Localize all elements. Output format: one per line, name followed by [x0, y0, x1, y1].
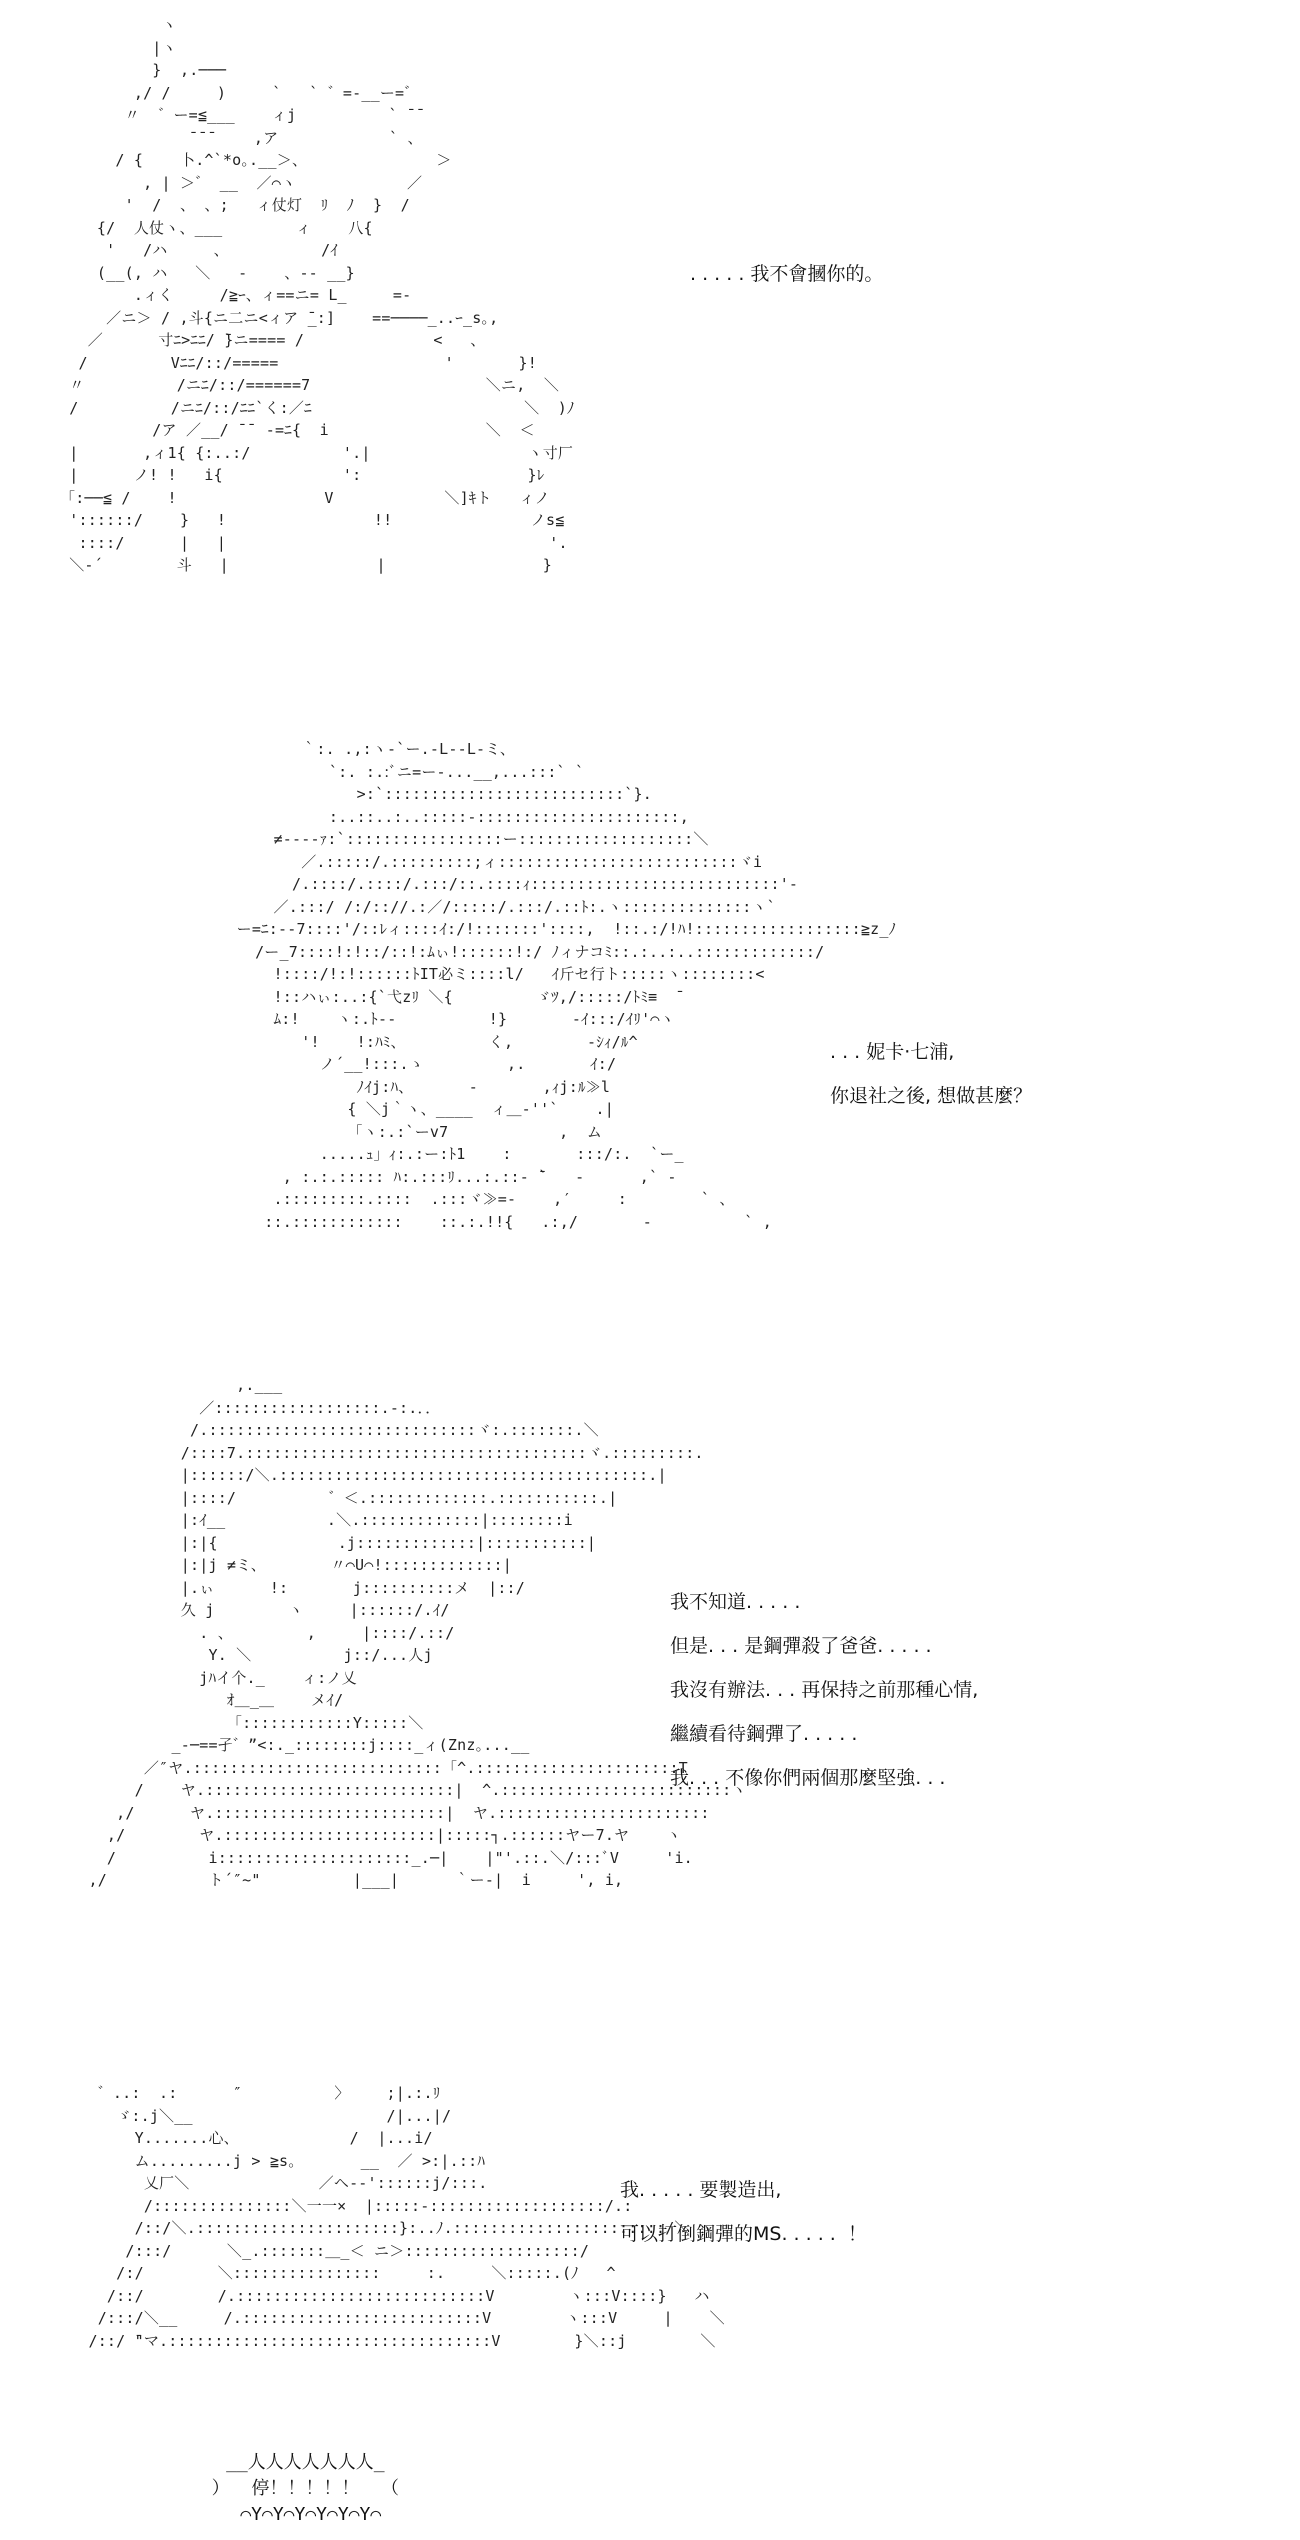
dialogue-line: . . . . . 我不會摑你的。	[690, 263, 884, 285]
dialogue-3	[670, 1580, 978, 1800]
ascii-art-girl-sad: ,.___ ／::::::::::::::::::.‐:.．． /.:::::::::::::::::::::::::::::ヾ:.:::::::.＼ /::::7.:::::::::::::::::::::::::::::::::::::ヾ.:::::::::. |::::::/＼.::::::::::::::::::::::::::::::::::::::::.| |::::/ ゛＜.:::::::::::::.:::::::::::.| |:ｲ__ .＼.:::::::::::::|::::::::i |:|{ .j:::::::::::::|:::::::::::| |:|j ≠ミ、 〃⌒U⌒!:::::::::::::| |.ぃ !: j::::::::::メ |::/ 久 j ヽ |::::::/.ｲ/ . 、 , |::::/.::/ Y. ＼ j::/...人j jﾊイ个._ ィ:ノ乂 ｵ＿_＿ メｲ/ 「::::::::::::Y:::::＼ _-─==孑゛”<:._::::::::j::::_ィ(Znz｡...__ ／″ヤ.:::::::::::::::::::::::::::「^.::::::::::::::::::::::T / ヤ.:::::::::::::::::::::::::::| ^.:::::::::::::::::::::::::ヽ ,/ ヤ.:::::::::::::::::::::::::| ヤ.::::::::::::::::::::::: ,/ ヤ.:::::::::::::::::::::::|:::::┐.::::::ヤー7.ヤ ヽ / i:::::::::::::::::::::_.─| |"'.::.＼/:::ﾞV 'i. ,/ ト´″~" |___| ｀ー‐| i ', i,	[88, 1376, 747, 1889]
panel-1	[0, 0, 1300, 720]
dialogue-line: 你退社之後, 想做甚麼？	[830, 1085, 1033, 1107]
ascii-art-girl-determined: ゛..: .: ″ 〉 ;|.:.ﾘ ゞ:.j＼__ /|...|/ Y.......心、 / |...i/ ム.........j > ≧s｡ __ ／ >:|.::ﾊ 乂厂＼ ／ヘ-‐'::::::j/:::. /:::::::::::::::＼一一× |:::::‐:::::::::::::::::::/.: /::/＼.::::::::::::::::::::::}:..ﾉ.:::::::::::::::::::::::/＼ ヽ /:::/ ＼_.:::::::＿_＜ ニ＞:::::::::::::::::::/ /:/ ＼:::::::::::::::: :. ＼:::::.(ﾉ ^ /::/ /.:::::::::::::::::::::::::::V ヽ:::V::::} ハ /:::/＼__ /.::::::::::::::::::::::::::V ヽ:::V | ＼ /::/ ̄"マ.:::::::::::::::::::::::::::::::::::V }＼::j ＼	[88, 2084, 725, 2350]
dialogue-line: 我. . . . . 要製造出,	[620, 2179, 782, 2201]
dialogue-line: 但是. . . 是鋼彈殺了爸爸. . . . .	[670, 1635, 932, 1657]
dialogue-2	[830, 1030, 1032, 1118]
panel-4	[0, 2060, 1300, 2540]
dialogue-line: 可以打倒鋼彈的MS. . . . . ！	[620, 2223, 867, 2245]
ascii-art-questioner: ｀:. .,:ヽ-`ー.‐L‐‐L‐ミ、 `:. :.:ﾞニ=ー-...__,...:::` ` >:`::::::::::::::::::::::::::`}. :..::..:..:::::‐::::::::::::::::::::::, ≠----ｧ:`:::::::::::::::::ー:::::::::::::::::::＼ ／.:::::/.:::::::::;ィ::::::::::::::::::::::::::ヾi /.::::/.::::/.:::/::.::::ｨ:::::::::::::::::::::::::::'‐ ／.:::/ /:/:://.:／/:::::/.:::/.::ﾄ:.ヽ::::::::::::::ヽ` ー=ﾆ:--7::::'/::ﾚィ::::ｲ:/!:::::::'::::, !::.:/!ﾊ!::::::::::::::::::≧z_ﾉ /ー_7::::!:!::/::!:ﾑぃ!::::::!:/ ﾉィナコﾐ::.:..:..:::::::::::::/ !::::/!:!::::::ﾄIT必ミ::::l/ ｲ斤セ行ト:::::ヽ::::::::< !::ハぃ:..:{`弋zﾘ ＼{ ゞﾂ,/:::::/ﾄﾐ≡ ̄ ﾑ:! ヽ:.ﾄ-‐ !} -ｲ:::/ｲﾘ'⌒ヽ '! !:ﾊﾐ、 く, -ｼｨ/ﾙ^ ノ´__!:::.ゝ ,. ｲ:/ ﾉｲj:ﾊ、 ‐ ,ｨj:ﾙ≫l { ＼j｀ヽ、____ ィ＿‐''` .| 「ヽ:.:`ーv7 , ム .....ｭ」ｨ:.:ー:ﾄ1 : :::/:. `ー_ , :.:.::::: ﾊ:.:::ﾘ...:.::‐ ̄` - ,` ‐ .:::::::::.:::: .:::ヾ≫=‐ ,′ : ` 、 ::.:::::::::::: ::.:.!!{ .:,/ ‐ ` ,	[236, 740, 897, 1231]
panel-3	[0, 1360, 1300, 2060]
dialogue-line: . . . 妮卡·七浦,	[830, 1041, 955, 1063]
dialogue-line: 我沒有辦法. . . 再保持之前那種心情,	[670, 1679, 979, 1701]
dialogue-1	[690, 252, 883, 296]
stop-shout-bubble: __人人人人人人人_ ） 停！！！！！ （ ⌒Y⌒Y⌒Y⌒Y⌒Y⌒Y⌒	[211, 2452, 400, 2525]
dialogue-line: 我. . . 不像你們兩個那麼堅強. . .	[670, 1767, 946, 1789]
ascii-art-angry-face: ヽ |ヽ } ,.─── ,/ / ) ` ` ゛=-__ー=゛ 〃 ゛ー=≦___ ィj ` ̄ ̄ ̄ ̄ ̄ ,ア ` 、 / { 卜.^`*o｡.__＞、 ＞ , | ＞゛ __ ／⌒ヽ ／ ' / 、 、; ィ仗灯 ﾘ ﾉ } / {/ 人仗ヽ、___ ィ 八{ ' /ハ 、 /ｲ (__(, ハ ＼ ‐ 、-‐ __} .ィく /≧ｰ、ィ==ニ= L_ =- ／ニ＞ / ,斗{ニ二ニ<ィア ̄_:] ==────_..ｰ_s｡, ／ 寸ﾆ>ﾆﾆ/ ̄}ニ==== / < 、 / Vﾆﾆ/::/===== ' }! 〃 /ニﾆ/::/======7 ＼ニ, ＼ / /ニﾆ/::/ﾆﾆ`く:／ﾆ ＼ )ﾉ /ア ／__/ ̄ ̄ ‐=ﾆ{ i ＼ ＜ | ,ィ1{ {:..:/ '.| ヽ寸厂 | ノ! ! i{ ': }ﾚ 「:──≦ / ! V ＼]ｷト ィノ '::::::/ } ! !! ノs≦ ::::/ | | '. ＼-´ 斗 | | }	[60, 16, 575, 574]
dialogue-line: 繼續看待鋼彈了. . . . .	[670, 1723, 858, 1745]
dialogue-4	[620, 2168, 867, 2256]
panel-2	[0, 720, 1300, 1360]
dialogue-line: 我不知道. . . . .	[670, 1591, 801, 1613]
